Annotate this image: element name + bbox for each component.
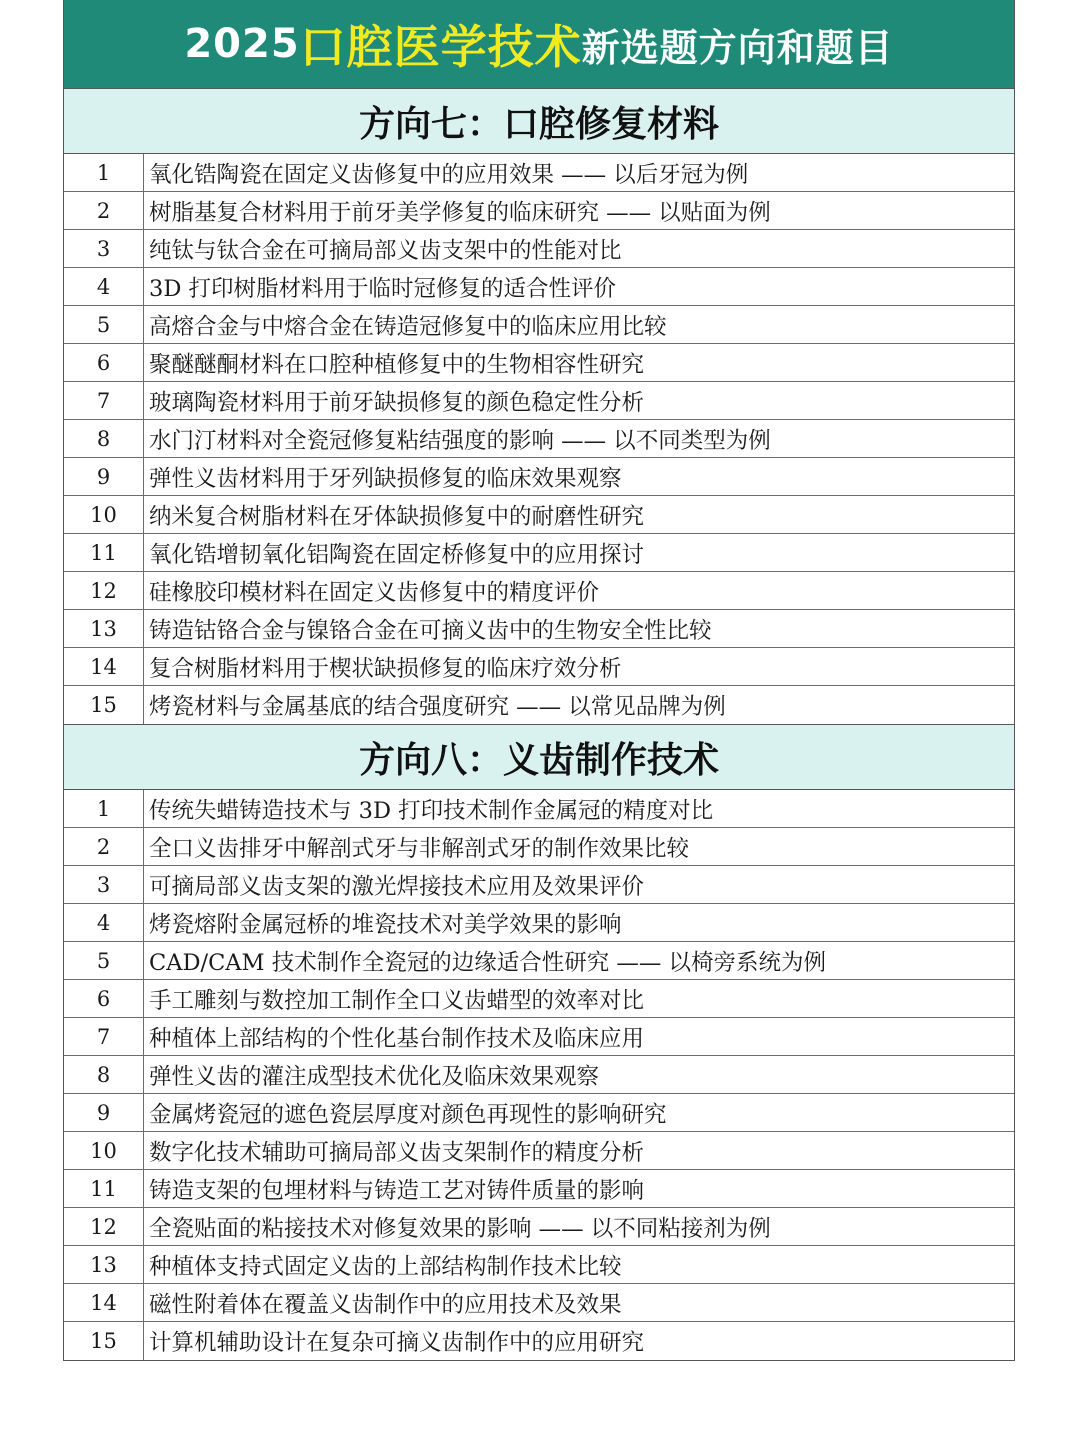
topic-title: 可摘局部义齿支架的激光焊接技术应用及效果评价 (149, 873, 645, 900)
row-number: 6 (64, 980, 144, 1017)
table-row (64, 904, 1014, 942)
sections-container (64, 88, 1014, 1360)
row-number: 12 (64, 572, 144, 609)
topic-title: 3D 打印树脂材料用于临时冠修复的适合性评价 (149, 275, 617, 302)
topic-title: 金属烤瓷冠的遮色瓷层厚度对颜色再现性的影响研究 (149, 1101, 667, 1128)
table-row (64, 306, 1014, 344)
table-row (64, 496, 1014, 534)
row-number: 13 (64, 1246, 144, 1283)
row-number: 15 (64, 686, 144, 724)
topic-title: 手工雕刻与数控加工制作全口义齿蜡型的效率对比 (149, 987, 645, 1014)
row-number: 4 (64, 904, 144, 941)
row-number: 11 (64, 1170, 144, 1207)
topic-title: 烤瓷材料与金属基底的结合强度研究 —— 以常见品牌为例 (149, 694, 726, 720)
topic-title: 高熔合金与中熔合金在铸造冠修复中的临床应用比较 (149, 313, 667, 340)
row-number: 2 (64, 192, 144, 229)
table-row (64, 1018, 1014, 1056)
topic-title: 纳米复合树脂材料在牙体缺损修复中的耐磨性研究 (149, 503, 645, 530)
topic-list (64, 790, 1014, 1360)
table-row (64, 344, 1014, 382)
topic-title: 氧化锆陶瓷在固定义齿修复中的应用效果 —— 以后牙冠为例 (149, 161, 749, 188)
topic-title: 复合树脂材料用于楔状缺损修复的临床疗效分析 (149, 655, 622, 682)
row-number: 5 (64, 306, 144, 343)
topic-title: 树脂基复合材料用于前牙美学修复的临床研究 —— 以贴面为例 (149, 199, 771, 226)
table-row (64, 192, 1014, 230)
table-row (64, 1322, 1014, 1360)
row-number: 3 (64, 866, 144, 903)
table-row (64, 828, 1014, 866)
row-number: 15 (64, 1322, 144, 1360)
topic-list (64, 154, 1014, 724)
topic-title: 磁性附着体在覆盖义齿制作中的应用技术及效果 (149, 1291, 622, 1318)
table-row (64, 1246, 1014, 1284)
topic-table (63, 0, 1015, 1361)
topic-title: 全瓷贴面的粘接技术对修复效果的影响 —— 以不同粘接剂为例 (149, 1215, 771, 1242)
row-number: 12 (64, 1208, 144, 1245)
table-row (64, 268, 1014, 306)
row-number: 14 (64, 648, 144, 685)
row-number: 7 (64, 382, 144, 419)
row-number: 7 (64, 1018, 144, 1055)
topic-title: 数字化技术辅助可摘局部义齿支架制作的精度分析 (149, 1139, 645, 1166)
topic-title: 铸造支架的包埋材料与铸造工艺对铸件质量的影响 (149, 1177, 645, 1204)
row-number: 2 (64, 828, 144, 865)
section-heading: 方向八：义齿制作技术 (64, 724, 1014, 790)
table-row (64, 572, 1014, 610)
title-year: 2025 (184, 21, 300, 67)
table-row (64, 610, 1014, 648)
topic-title: 铸造钴铬合金与镍铬合金在可摘义齿中的生物安全性比较 (149, 617, 712, 644)
topic-title: CAD/CAM 技术制作全瓷冠的边缘适合性研究 —— 以椅旁系统为例 (149, 949, 827, 976)
row-number: 1 (64, 790, 144, 827)
topic-title: 烤瓷熔附金属冠桥的堆瓷技术对美学效果的影响 (149, 911, 622, 938)
table-row (64, 230, 1014, 268)
topic-title: 种植体上部结构的个性化基台制作技术及临床应用 (149, 1025, 645, 1052)
topic-title: 玻璃陶瓷材料用于前牙缺损修复的颜色稳定性分析 (149, 389, 645, 416)
row-number: 5 (64, 942, 144, 979)
table-row (64, 790, 1014, 828)
row-number: 4 (64, 268, 144, 305)
table-row (64, 980, 1014, 1018)
row-number: 8 (64, 1056, 144, 1093)
table-row (64, 1056, 1014, 1094)
row-number: 1 (64, 154, 144, 191)
table-row (64, 1170, 1014, 1208)
table-row (64, 1284, 1014, 1322)
row-number: 10 (64, 496, 144, 533)
row-number: 6 (64, 344, 144, 381)
table-row (64, 382, 1014, 420)
row-number: 11 (64, 534, 144, 571)
topic-title: 种植体支持式固定义齿的上部结构制作技术比较 (149, 1253, 622, 1280)
table-row (64, 154, 1014, 192)
row-number: 13 (64, 610, 144, 647)
topic-title: 传统失蜡铸造技术与 3D 打印技术制作金属冠的精度对比 (149, 797, 714, 824)
topic-title: 硅橡胶印模材料在固定义齿修复中的精度评价 (149, 579, 600, 606)
topic-title: 水门汀材料对全瓷冠修复粘结强度的影响 —— 以不同类型为例 (149, 427, 771, 454)
table-row (64, 420, 1014, 458)
table-row (64, 866, 1014, 904)
page-title-banner (64, 0, 1014, 88)
table-row (64, 534, 1014, 572)
topic-title: 计算机辅助设计在复杂可摘义齿制作中的应用研究 (149, 1330, 645, 1356)
row-number: 14 (64, 1284, 144, 1321)
table-row (64, 1208, 1014, 1246)
topic-title: 聚醚醚酮材料在口腔种植修复中的生物相容性研究 (149, 351, 645, 378)
row-number: 8 (64, 420, 144, 457)
topic-title: 弹性义齿的灌注成型技术优化及临床效果观察 (149, 1063, 600, 1090)
topic-title: 弹性义齿材料用于牙列缺损修复的临床效果观察 (149, 465, 622, 492)
title-subject: 口腔医学技术 (299, 20, 582, 74)
table-row (64, 648, 1014, 686)
row-number: 3 (64, 230, 144, 267)
table-row (64, 686, 1014, 724)
section-heading: 方向七：口腔修复材料 (64, 88, 1014, 154)
table-row (64, 458, 1014, 496)
row-number: 9 (64, 1094, 144, 1131)
row-number: 9 (64, 458, 144, 495)
table-row (64, 942, 1014, 980)
title-rest: 新选题方向和题目 (581, 25, 894, 70)
topic-title: 氧化锆增韧氧化铝陶瓷在固定桥修复中的应用探讨 (149, 541, 645, 568)
topic-title: 纯钛与钛合金在可摘局部义齿支架中的性能对比 (149, 237, 622, 264)
table-row (64, 1094, 1014, 1132)
row-number: 10 (64, 1132, 144, 1169)
topic-title: 全口义齿排牙中解剖式牙与非解剖式牙的制作效果比较 (149, 835, 690, 862)
table-row (64, 1132, 1014, 1170)
